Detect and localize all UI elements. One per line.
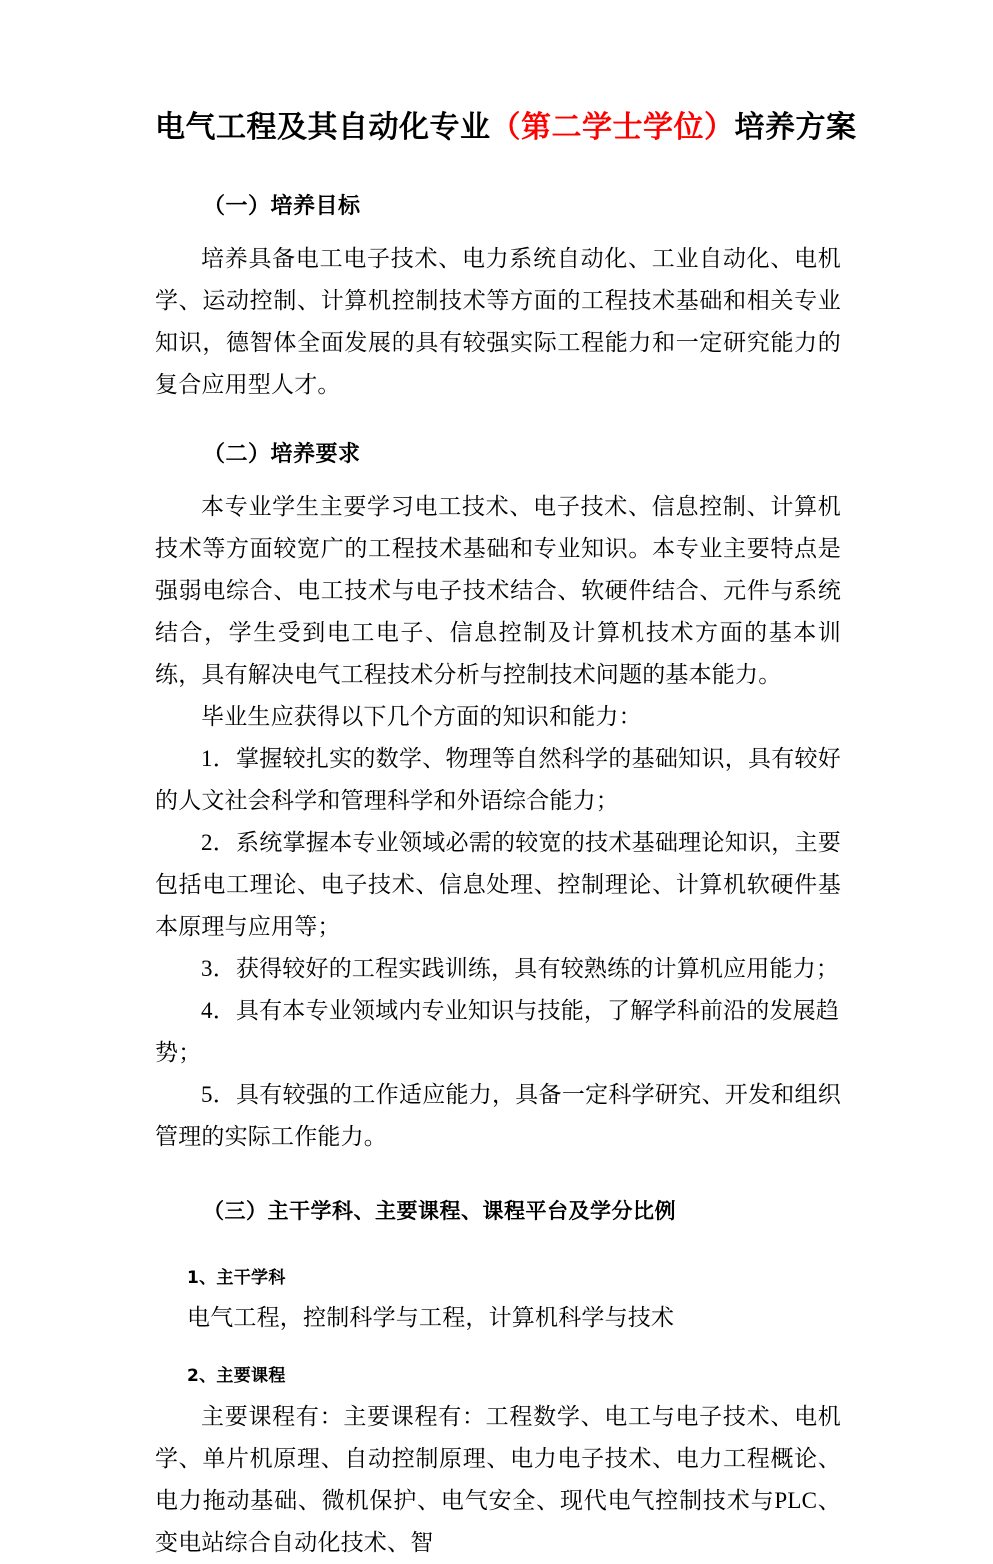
- section-two-item-1: 1．掌握较扎实的数学、物理等自然科学的基础知识，具有较好的人文社会科学和管理科学和外语综合能力；: [155, 746, 841, 813]
- section-heading-two: （二）培养要求: [203, 442, 361, 467]
- main-courses-text: 主要课程有：主要课程有：工程数学、电工与电子技术、电机学、单片机原理、自动控制原理、电力电子技术、电力工程概论、电力拖动基础、微机保护、电气安全、现代电气控制技术与PLC、变电站综合自动化技术、智: [155, 1404, 841, 1555]
- section-two-item-2: 2．系统掌握本专业领域必需的较宽的技术基础理论知识，主要包括电工理论、电子技术、信息处理、控制理论、计算机软硬件基本原理与应用等；: [155, 830, 841, 939]
- section-two-item-4: 4．具有本专业领域内专业知识与技能，了解学科前沿的发展趋势；: [155, 998, 840, 1065]
- section-two-paragraph-2: 毕业生应获得以下几个方面的知识和能力：: [201, 704, 642, 729]
- page-title-before: 电气工程及其自动化专业: [155, 110, 491, 145]
- document-content: [155, 0, 857, 1564]
- subsection-heading-main-courses: 2、主要课程: [187, 1366, 286, 1386]
- section-heading-one: （一）培养目标: [203, 194, 361, 219]
- section-two-item-5: 5．具有较强的工作适应能力，具备一定科学研究、开发和组织管理的实际工作能力。: [155, 1082, 841, 1149]
- subsection-heading-main-disciplines: 1、主干学科: [187, 1268, 286, 1288]
- section-two-paragraph-1: 本专业学生主要学习电工技术、电子技术、信息控制、计算机技术等方面较宽广的工程技术基础和专业知识。本专业主要特点是强弱电综合、电工技术与电子技术结合、软硬件结合、元件与系统结合，学生受到电工电子、信息控制及计算机技术方面的基本训练，具有解决电气工程技术分析与控制技术问题的基本能力。: [155, 494, 841, 687]
- section-two-item-3: 3．获得较好的工程实践训练，具有较熟练的计算机应用能力；: [201, 956, 840, 981]
- main-disciplines-text: 电气工程，控制科学与工程，计算机科学与技术: [187, 1305, 675, 1330]
- page-title: [155, 0, 857, 150]
- page-title-after: 培养方案: [734, 110, 857, 145]
- page-title-highlight: （第二学士学位）: [490, 110, 735, 145]
- section-heading-three: （三）主干学科、主要课程、课程平台及学分比例: [203, 1199, 676, 1223]
- section-one-paragraph: 培养具备电工电子技术、电力系统自动化、工业自动化、电机学、运动控制、计算机控制技术等方面的工程技术基础和相关专业知识，德智体全面发展的具有较强实际工程能力和一定研究能力的复合应用型人才。: [155, 246, 841, 397]
